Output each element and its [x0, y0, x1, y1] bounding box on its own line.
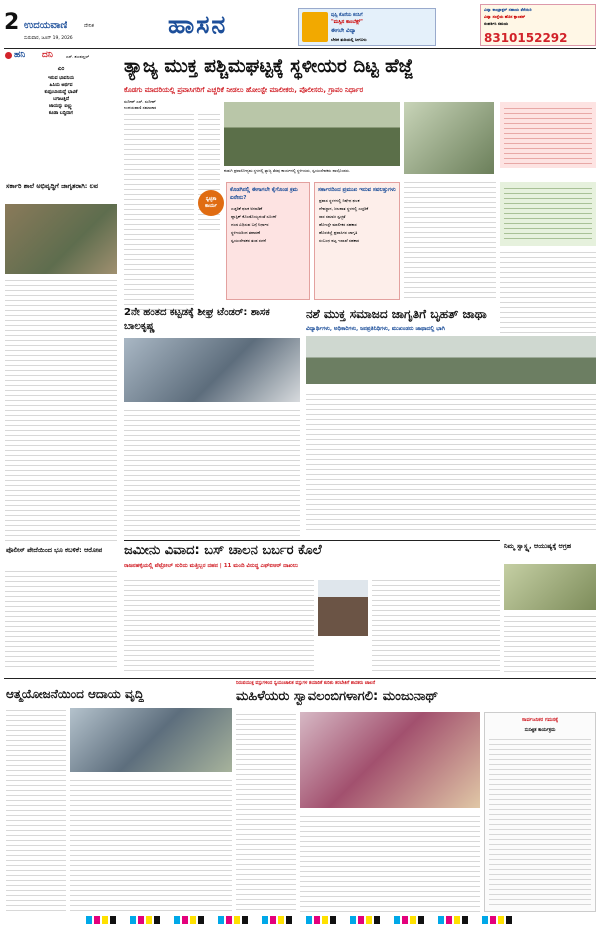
- women-kicker: ನಿರುಪಯುಕ್ತ ವಸ್ತುಗಳಿಂದ ಸ್ವಯಂಚಾಲಿತ ವಸ್ತುಗಳ ತಯಾರಿಕೆ ಕುರಿತು ತರಬೇತಿಗೆ ಶಾಸಕರು ಚಾಲನೆ: [236, 681, 376, 686]
- info-box-health-text: [504, 106, 592, 164]
- facility-item: ಸಾರ ಸಮಾಜ ಸ್ವಚ್ಛತೆ: [319, 214, 346, 219]
- neem-headline: ನಿಮ್ಮ ಸ್ವಾಸ್ಥ್ಯ, ಆಯುಷ್ಯಕ್ಕೆ ಆಗ್ರಹ: [504, 542, 572, 550]
- column-title-a: ಹನಿ: [14, 50, 26, 60]
- drugs-body: [306, 392, 596, 532]
- quiz-item: ಎಚ್ಚರಿಕೆ ಫಲಕ ಅಳವಡಿಕೆ: [231, 206, 263, 211]
- ad-logo-icon: [302, 12, 328, 42]
- women-photo: [300, 712, 480, 808]
- lead-photo-2: [404, 102, 494, 174]
- info-box-green-text: [504, 186, 592, 242]
- badge-text: ಸ್ವಚ್ಛತಾ: [205, 197, 217, 202]
- quiz-box: [226, 182, 310, 300]
- bottom-rule: [4, 678, 596, 679]
- facility-item: ಪ್ರವಾಸ ಸ್ಥಳಗಳಲ್ಲಿ ನಿಷೇಧ ಫಲಕ: [319, 198, 360, 203]
- edition-label: ದೇನಿಕ: [84, 23, 94, 29]
- quiz-title: ಕೊಡಗಿನಲ್ಲಿ ಈಗಾಗಲೇ ಕೈಗೊಂಡ ಕ್ರಮ ಏನೇನು?: [230, 187, 298, 201]
- column-number: ಎಂ: [57, 65, 65, 72]
- quiz-item: ಸ್ವಯಂಸೇವಕರ ತಂಡ ರಚನೆ: [231, 238, 267, 243]
- poem-line: ಕುಪ್ಪಂಬಾಯಿದ್ದೆ ಭಾವಿಕೆ: [44, 90, 78, 95]
- neem-body: [504, 614, 596, 674]
- facility-box: [314, 182, 400, 300]
- bus-portrait-photo: [318, 580, 368, 636]
- column-box: [4, 51, 118, 176]
- drugs-photo: [306, 336, 596, 384]
- drugs-headline: ನಶೆ ಮುಕ್ತ ಸಮಾಜದ ಜಾಗೃತಿಗೆ ಬೃಹತ್ ಜಾಥಾ: [306, 307, 487, 321]
- ad-text: ವಿದ್ಯಾ ಕಾಂಟ್ರಾಕ್ಟರ್ ಸಹಾಯ ತೆರೆಯಿರಿ: [484, 7, 532, 12]
- bus-subhead: ರಾಜನಹಳ್ಳಿಯಲ್ಲಿ ಪೆಟ್ರೋಲ್ ಸುರಿದು ಮತ್ತಿಬ್ಬರ ದಹನ | 11 ಮಂದಿ ವಿರುದ್ಧ ಎಫ್ಐಆರ್ ದಾಖಲು: [124, 563, 298, 569]
- facility-item: ಸಂಬಂಧ ಪಟ್ಟ ಇಲಾಖೆ ಸಹಕಾರ: [319, 238, 360, 243]
- poem-line: ಇರುವ ಭಾವನಿಯ: [47, 76, 75, 81]
- lead-body-col3: [404, 180, 496, 302]
- notice-body: [489, 737, 591, 907]
- section-title: ಹಾಸನ: [168, 10, 228, 39]
- page-number: 2: [4, 11, 20, 35]
- ad-text: ಸಂಪರ್ಕಿಸಿ ಸಮಯ: [484, 21, 509, 26]
- police-body: [5, 569, 117, 669]
- column-logo-icon: [5, 52, 12, 59]
- lead-body-col1: [124, 112, 194, 312]
- poem-line: ಹಿಸಿಯ ಅರ್ಥವ: [49, 83, 73, 88]
- poem-line: ಜಾಯನ್ನು ಐಲ್ಲ್ಮು: [48, 104, 74, 109]
- masthead-rule: [4, 48, 596, 49]
- bus-body-1: [124, 578, 314, 674]
- badge-text: ಕಾರ್ಯ: [205, 203, 217, 209]
- bus-body-2: [372, 578, 500, 674]
- facility-item: ಹೊರಜಿಲ್ಲೆ ಪ್ರವಾಸಿಗರ ಜಾಗೃತಿ: [319, 230, 358, 235]
- print-registration-marks: [86, 916, 526, 924]
- quiz-item: ದಂಡ ವಿಧಿಸುವ ಬಗ್ಗೆ ನಿರ್ಧಾರ: [231, 222, 269, 227]
- column-title-b: ದನಿ: [42, 50, 53, 60]
- women-body-2: [300, 814, 480, 914]
- ad-text: ವುಸ್ಸಿ ಕೊನೆಯ ಕನಸಿಗೆ: [331, 13, 363, 18]
- poem-line: ಬಗಾಟತ್ತಿದೆ: [53, 97, 69, 102]
- tender-headline: 2ನೇ ಹಂತದ ಕಟ್ಟಡಕ್ಕೆ ಶೀಘ್ರ ಟೆಂಡರ್: ಶಾಸಕ ಬಾಲಕೃಷ್ಣ: [124, 307, 270, 332]
- lead-caption: ಕುಡುಗಿ ಪ್ರವಾಸೋದ್ಯಮ ಸ್ಥಳದಲ್ಲಿ ತ್ಯಾಜ್ಯ ತೆರವು ಕಾರ್ಯದಲ್ಲಿ ಸ್ಥಳೀಯರು, ಸ್ವಯಂಸೇವಕರು ಪಾಲ್ಗೊಂಡರು.: [224, 168, 351, 173]
- cleanliness-badge: [198, 190, 224, 216]
- ad-text: ವಿದ್ಯಾ ಸಂಸ್ಥೆಯ ಹೊಸ ಕ್ಯಾಂಪಸ್: [484, 14, 526, 19]
- police-headline: ಪೊಲೀಸ್ ಪೇದೆಯಿಂದ ಭೂ ಕಬಳಿಕೆ: ಆರೋಪ: [6, 546, 103, 554]
- ad-text: "ಮಸ್ಸಿನ ಕಾಂಬೆಕ್ಸ್": [331, 19, 363, 25]
- column-byline: ಎಸ್. ಶುಂಠಣ್ಣಲ್: [66, 54, 90, 59]
- neem-photo: [504, 564, 596, 610]
- advertisement-campus: [480, 4, 596, 46]
- column-poem: [4, 75, 118, 117]
- poem-line: ಕೂಡಾ ಬದ್ದಿದಾಗ: [48, 111, 74, 116]
- lead-subhead: ಕೊಡಗು ಮಾದರಿಯಲ್ಲಿ ಪ್ರವಾಸಿಗರಿಗೆ ಎಚ್ಚರಿಕೆ ನೀಡಲು ಹೋಂಸ್ಟೇ ಮಾಲೀಕರು, ಪೊಲೀಸರು, ಗ್ರಾಪಂ ನಿರ್ಧಾರ: [124, 86, 364, 94]
- issue-date: ಸುರುವಾರ, ಜೂನ್ 19, 2026: [24, 36, 73, 41]
- facility-item: ದೇವಸ್ಥಾನ, ಜಲಪಾತ ಸ್ಥಳದಲ್ಲಿ ಎಚ್ಚರಿಕೆ: [319, 206, 369, 211]
- ad-text: ಈಗಲೇ ವಿದ್ಯಾ: [331, 28, 356, 34]
- lead-byline: ಸುದೀಪ್ ಎಸ್. ಸುದೀಪ್: [124, 99, 156, 104]
- self-employment-headline: ಆತ್ಮಯೋಜನೆಯಿಂದ ಆದಾಯ ವೃದ್ಧಿ: [6, 687, 144, 701]
- tender-photo: [124, 338, 300, 402]
- quiz-item: ಸ್ಥಳೀಯರಿಂದ ತಪಾಸಣೆ: [231, 230, 261, 235]
- bus-headline: ಜಮೀನು ವಿವಾದ: ಬಸ್ ಚಾಲನ ಬರ್ಬರ ಕೊಲೆ: [124, 543, 322, 558]
- women-headline: ಮಹಿಳೆಯರು ಸ್ವಾವಲಂಬಿಗಳಾಗಲಿ: ಮಂಜುನಾಥ್: [236, 689, 439, 704]
- notice-text: ಸಾರ್ವಜನಿಕರ ಗಮನಕ್ಕೆ: [521, 717, 559, 723]
- advertisement-school: [298, 8, 436, 46]
- school-body: [5, 278, 117, 543]
- facility-item: ಹೋಂಸ್ಟೇ ಮಾಲೀಕರ ಸಹಕಾರ: [319, 222, 357, 227]
- public-notice-ad: [484, 712, 596, 912]
- notice-text: ಸುಸಜ್ಜಿತ ಕಾರ್ಯಕ್ರಮ: [524, 728, 556, 733]
- self-body-2: [70, 778, 232, 914]
- school-photo: [5, 204, 117, 274]
- ad-text: ಬೇರಿಕ ತುದಿಯಲ್ಲಿ ಸೀಗಬಳು: [331, 37, 367, 42]
- women-body-1: [236, 712, 296, 914]
- tender-body: [124, 408, 300, 536]
- school-headline: ಸರ್ಕಾರಿ ಶಾಲೆ ಅಭಿವೃದ್ಧಿಗೆ ಜಾಗೃತರಾಗಿ: ಲವ: [6, 182, 99, 190]
- self-photo: [70, 708, 232, 772]
- lead-photo: [224, 102, 400, 166]
- drugs-subhead: ವಿದ್ಯಾರ್ಥಿಗಳು, ಅಧಿಕಾರಿಗಳು, ಜನಪ್ರತಿನಿಧಿಗಳು, ಮುಖಂಡರು ಜಾಥಾದಲ್ಲಿ ಭಾಗಿ: [306, 326, 445, 332]
- paper-name: ಉದಯವಾಣಿ: [24, 20, 68, 31]
- lead-headline: ತ್ಯಾಜ್ಯ ಮುಕ್ತ ಪಶ್ಚಿಮಘಟ್ಟಕ್ಕೆ ಸ್ಥಳೀಯರ ದಿಟ್ಟ ಹೆಜ್ಜೆ: [124, 56, 414, 77]
- quiz-item: ಪ್ಲಾಸ್ಟಿಕ್ ಕೊಂಡೊಯ್ಯದಂತೆ ಸೂಚನೆ: [231, 214, 277, 219]
- self-body-1: [6, 708, 66, 914]
- ad-phone: 8310152292: [484, 31, 568, 45]
- facility-title: ಸರ್ಕಾರದಿಂದ ಪ್ರಮುಖ ಇರುವ ಸವಲತ್ತುಗಳು: [318, 187, 396, 193]
- lead-desk: ಉದಯವಾಣಿ ಸಮಾಚಾರ: [124, 105, 157, 110]
